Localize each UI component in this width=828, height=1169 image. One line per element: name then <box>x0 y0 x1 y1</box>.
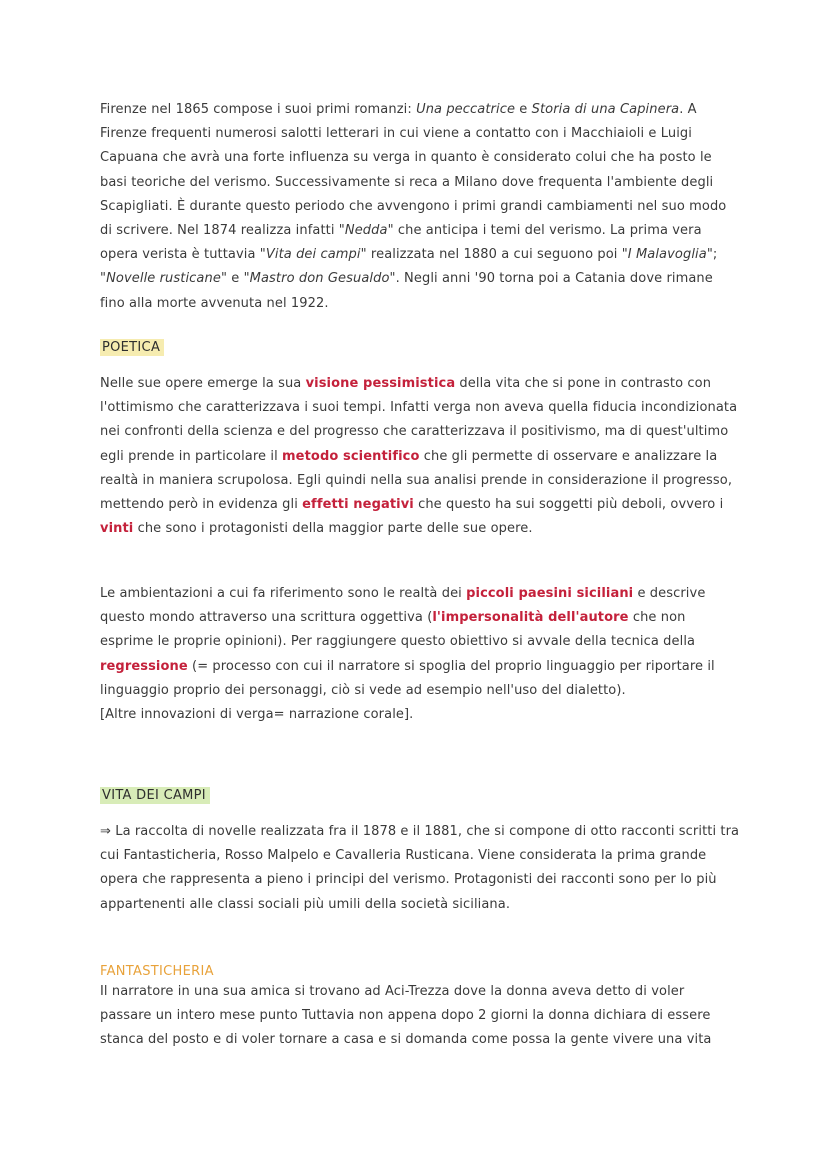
poetica-text: che gli permette di osservare e analizzare la realtà in maniera scrupolosa. Egli quindi nella sua analisi prende in considerazione il progresso, mettendo però in evidenza gli <box>100 448 733 513</box>
work-title: Una peccatrice <box>416 102 516 117</box>
work-title: Storia di una Capinera <box>531 102 680 117</box>
intro-text: e <box>515 102 532 117</box>
work-title: I Malavoglia <box>627 247 707 263</box>
poetica-paragraph-2 <box>100 582 740 727</box>
poetica-paragraph-1 <box>100 372 740 541</box>
keyword: metodo scientifico <box>282 448 420 464</box>
keyword: l'impersonalità dell'autore <box>432 610 629 626</box>
fantasticheria-paragraph <box>100 980 740 1053</box>
work-title: Mastro don Gesualdo <box>249 271 390 287</box>
intro-text: "; " <box>100 247 718 287</box>
intro-text: Firenze nel 1865 compose i suoi primi romanzi: <box>100 102 417 117</box>
poetica-heading: POETICA <box>100 339 164 356</box>
intro-text: . A Firenze frequenti numerosi salotti letterari in cui viene a contatto con i Macchiaioli e Luigi Capuana che avrà una forte influenza su verga in quanto è considerato colui che ha posto le basi teoriche del verismo. Successivamente si reca a Milano dove frequenta l'ambiente degli Scapigliati. È durante questo periodo che avvengono i primi grandi cambiamenti nel suo modo di scrivere. Nel 1874 realizza infatti " <box>100 102 727 239</box>
intro-text: " realizzata nel 1880 a cui seguono poi " <box>360 247 628 263</box>
intro-text: ". Negli anni '90 torna poi a Catania dove rimane fino alla morte avvenuta nel 1922. <box>100 271 713 311</box>
intro-text: " e " <box>220 271 250 287</box>
vita-dei-campi-paragraph <box>100 820 740 917</box>
poetica-text: che sono i protagonisti della maggior parte delle sue opere. <box>133 521 533 537</box>
poetica-text: e descrive questo mondo attraverso una scrittura oggettiva ( <box>100 586 706 626</box>
keyword: piccoli paesini siciliani <box>466 586 634 601</box>
work-title: Novelle rusticane <box>106 271 221 287</box>
intro-text: " che anticipa i temi del verismo. La prima vera opera verista è tuttavia " <box>100 223 702 263</box>
poetica-note: [Altre innovazioni di verga= narrazione corale]. <box>100 707 414 723</box>
poetica-heading-wrap <box>100 336 740 356</box>
poetica-text: della vita che si pone in contrasto con l'ottimismo che caratterizzava i suoi tempi. Infatti verga non aveva quella fiducia incondizionata nei confronti della scienza e del progresso che caratterizzava il positivismo, ma di quest'ultimo egli prende in particolare il <box>100 376 738 464</box>
work-title: Nedda <box>344 223 388 239</box>
poetica-text: Nelle sue opere emerge la sua <box>100 376 306 391</box>
vita-text: ⇒ La raccolta di novelle realizzata fra il 1878 e il 1881, che si compone di otto racconti scritti tra cui Fantasticheria, Rosso Malpelo e Cavalleria Rusticana. Viene considerata la prima grande opera che rappresenta a pieno i principi del verismo. Protagonisti dei racconti sono per lo più appartenenti alle classi sociali più umili della società siciliana. <box>100 824 740 912</box>
fantasticheria-text: Il narratore in una sua amica si trovano ad Aci-Trezza dove la donna aveva detto di voler passare un intero mese punto Tuttavia non appena dopo 2 giorni la donna dichiara di essere stanca del posto e di voler tornare a casa e si domanda come possa la gente vivere una vita <box>100 984 712 1048</box>
poetica-text: (= processo con cui il narratore si spoglia del proprio linguaggio per riportare il linguaggio proprio dei personaggi, ciò si vede ad esempio nell'uso del dialetto). <box>100 658 715 698</box>
keyword: visione pessimistica <box>305 376 456 391</box>
vita-heading-wrap <box>100 784 740 804</box>
work-title: Vita dei campi <box>265 247 361 263</box>
poetica-text: che non esprime le proprie opinioni). Per raggiungere questo obiettivo si avvale della tecnica della <box>100 610 696 650</box>
fantasticheria-heading: FANTASTICHERIA <box>100 964 214 979</box>
poetica-text: Le ambientazioni a cui fa riferimento sono le realtà dei <box>100 586 467 601</box>
vita-dei-campi-heading: VITA DEI CAMPI <box>100 787 210 804</box>
keyword: vinti <box>100 521 134 537</box>
keyword: effetti negativi <box>302 497 414 513</box>
fantasticheria-heading-wrap <box>100 960 740 979</box>
intro-paragraph <box>100 98 740 316</box>
keyword: regressione <box>100 658 188 674</box>
poetica-text: che questo ha sui soggetti più deboli, ovvero i <box>413 497 724 513</box>
